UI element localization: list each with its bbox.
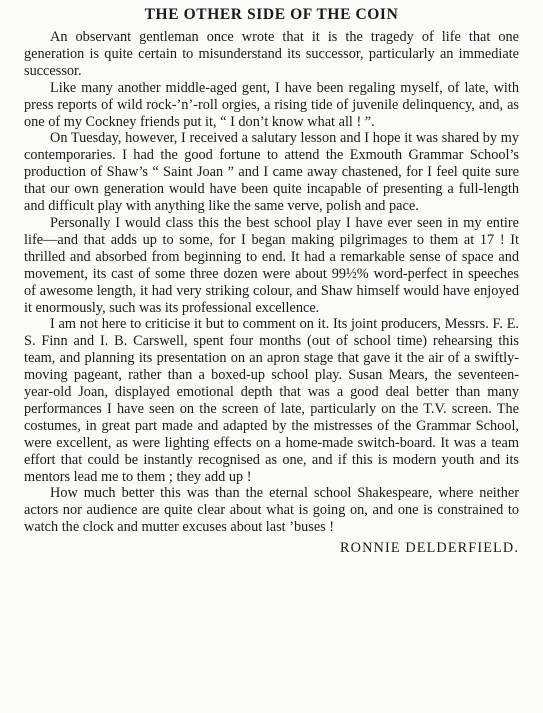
- article-paragraph-3: On Tuesday, however, I received a salutary lesson and I hope it was shared by my contemporaries. I had the good fortune to attend the Exmouth Grammar School’s production of Shaw’s “ Saint Joan ” and I came away chastened, for I feel quite sure that our own generation would have been quite incapable of presenting a full-length and difficult play with anything like the same verve, polish and pace.: [24, 130, 519, 215]
- article-paragraph-4: Personally I would class this the best school play I have ever seen in my entire life—and that adds up to some, for I began making pilgrimages to them at 17 ! It thrilled and absorbed from beginning to end. It had a remarkable sense of space and movement, its cast of some three dozen were about 99½% word-perfect in speeches of awesome length, it had very striking colour, and Shaw himself would have enjoyed it enormously, such was its professional excellence.: [24, 214, 519, 316]
- article-paragraph-2: Like many another middle-aged gent, I have been regaling myself, of late, with press reports of wild rock-’n’-roll orgies, a rising tide of juvenile delinquency, and, as one of my Cockney friends put it, “ I don’t know what all ! ”.: [24, 79, 519, 130]
- article-paragraph-6: How much better this was than the eternal school Shakespeare, where neither actors nor audience are quite clear about what is going on, and one is constrained to watch the clock and mutter excuses about last ’buses !: [24, 485, 519, 536]
- article-paragraph-1: An observant gentleman once wrote that it is the tragedy of life that one generation is quite certain to misunderstand its successor, particularly an immediate successor.: [24, 29, 519, 79]
- article-title: THE OTHER SIDE OF THE COIN: [144, 6, 399, 23]
- author-signature: RONNIE DELDERFIELD.: [340, 540, 519, 557]
- article-paragraph-5: I am not here to criticise it but to comment on it. Its joint producers, Messrs. F. E. S. Finn and I. B. Carswell, spent four months (out of school time) rehearsing this team, and planning its presentation on an apron stage that gave it the air of a swiftly-moving pageant, rather than a boxed-up school play. Susan Mears, the seventeen-year-old Joan, displayed emotional depth that was a good deal better than many performances I have seen on the screen of late, particularly on the T.V. screen. The costumes, in great part made and adapted by the mistresses of the Grammar School, were excellent, as were lighting effects on a home-made switch-board. It was a team effort that could be instantly recognised as one, and if this is modern youth and its mentors lead me to them ; they add up !: [24, 316, 519, 485]
